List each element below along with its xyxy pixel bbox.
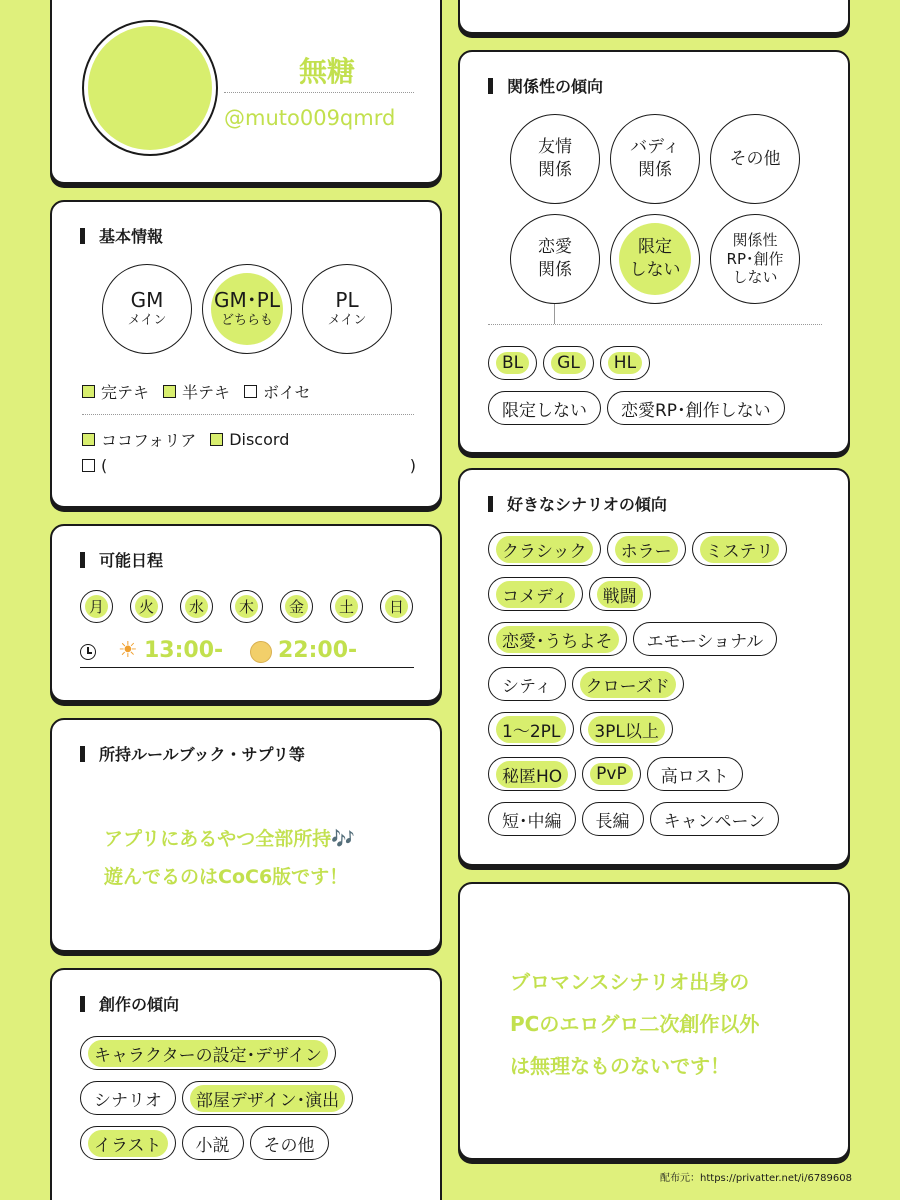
creation-card bbox=[50, 968, 442, 1200]
tag-no-romance-rp: 恋愛RP･創作しない bbox=[607, 391, 785, 425]
tag-secret-ho: 秘匿HO bbox=[488, 757, 576, 791]
notes-line-2: PCのエログロ二次創作以外 bbox=[510, 1012, 760, 1036]
rel-no-rp: 関係性 RP･創作 しない bbox=[710, 214, 800, 304]
rel-buddy: バディ 関係 bbox=[610, 114, 700, 204]
day-mon: 月 bbox=[80, 590, 113, 623]
creation-tags bbox=[80, 1036, 430, 1171]
rulebooks-line-2: 遊んでるのはCoC6版です！ bbox=[104, 866, 349, 888]
day-tue: 火 bbox=[130, 590, 163, 623]
rulebooks-line-1: アプリにあるやつ全部所持🎶 bbox=[104, 828, 355, 850]
tag-1-2pl: 1〜2PL bbox=[488, 712, 574, 746]
notes-line-3: は無理なものないです！ bbox=[510, 1054, 730, 1078]
tool-checks bbox=[82, 428, 303, 451]
rel-romance: 恋愛 関係 bbox=[510, 214, 600, 304]
profile-divider bbox=[224, 92, 414, 93]
tag-horror: ホラー bbox=[607, 532, 686, 566]
tag-hl: HL bbox=[600, 346, 650, 380]
night-time: 22:00- bbox=[278, 638, 358, 663]
profile-handle: @muto009qmrd bbox=[224, 106, 396, 130]
relationship-divider bbox=[488, 324, 822, 325]
basic-info-title: 基本情報 bbox=[80, 224, 163, 247]
style-checks bbox=[82, 380, 325, 403]
tag-bl: BL bbox=[488, 346, 537, 380]
tag-short-mid: 短･中編 bbox=[488, 802, 576, 836]
footer-credit: 配布元：https://privatter.net/i/6789608 bbox=[660, 1173, 852, 1184]
tag-classic: クラシック bbox=[488, 532, 601, 566]
tag-creation-other: その他 bbox=[250, 1126, 329, 1160]
relationship-card bbox=[458, 50, 850, 454]
clock-icon bbox=[80, 644, 96, 660]
day-sun: 日 bbox=[380, 590, 413, 623]
role-pl-main: PL メイン bbox=[302, 264, 392, 354]
relationship-title: 関係性の傾向 bbox=[488, 74, 603, 97]
tag-scenario: シナリオ bbox=[80, 1081, 176, 1115]
rel-no-limit: 限定 しない bbox=[610, 214, 700, 304]
rel-other: その他 bbox=[710, 114, 800, 204]
scenario-card bbox=[458, 468, 850, 866]
tag-long: 長編 bbox=[582, 802, 644, 836]
relationship-tags bbox=[488, 346, 838, 436]
check-cocofolia[interactable]: ココフォリア bbox=[82, 428, 196, 451]
rulebooks-title: 所持ルールブック・サプリ等 bbox=[80, 742, 305, 765]
tag-illust: イラスト bbox=[80, 1126, 176, 1160]
tag-room-design: 部屋デザイン･演出 bbox=[182, 1081, 353, 1115]
profile-name: 無糖 bbox=[298, 55, 355, 88]
basic-info-card bbox=[50, 200, 442, 508]
basic-divider bbox=[82, 414, 414, 415]
scenario-tags bbox=[488, 532, 838, 847]
tag-campaign: キャンペーン bbox=[650, 802, 780, 836]
check-full-text[interactable]: 完テキ bbox=[82, 380, 149, 403]
check-other[interactable]: ( ) bbox=[82, 456, 416, 475]
tag-emotional: エモーショナル bbox=[633, 622, 778, 656]
rel-connector bbox=[554, 304, 555, 324]
profile-card bbox=[50, 0, 442, 184]
role-gm-main: GM メイン bbox=[102, 264, 192, 354]
creation-title: 創作の傾向 bbox=[80, 992, 179, 1015]
check-voice[interactable]: ボイセ bbox=[244, 380, 311, 403]
day-wed: 水 bbox=[180, 590, 213, 623]
check-half-text[interactable]: 半テキ bbox=[163, 380, 230, 403]
tag-closed: クローズド bbox=[572, 667, 684, 701]
tag-pvp: PvP bbox=[582, 757, 641, 791]
role-gm-pl-both: GM･PL どちらも bbox=[202, 264, 292, 354]
schedule-title: 可能日程 bbox=[80, 548, 163, 571]
schedule-underline bbox=[80, 667, 414, 668]
moon-icon bbox=[250, 641, 272, 663]
schedule-card bbox=[50, 524, 442, 702]
tag-mystery: ミステリ bbox=[692, 532, 788, 566]
sun-icon: ☀ bbox=[118, 638, 138, 663]
day-fri: 金 bbox=[280, 590, 313, 623]
tag-novel: 小説 bbox=[182, 1126, 244, 1160]
day-time: 13:00- bbox=[144, 638, 224, 663]
rulebooks-card bbox=[50, 718, 442, 952]
avatar bbox=[82, 20, 218, 156]
tag-battle: 戦闘 bbox=[589, 577, 651, 611]
tag-high-lost: 高ロスト bbox=[647, 757, 743, 791]
rel-friendship: 友情 関係 bbox=[510, 114, 600, 204]
tag-comedy: コメディ bbox=[488, 577, 583, 611]
notes-card bbox=[458, 882, 850, 1160]
tag-3pl-plus: 3PL以上 bbox=[580, 712, 673, 746]
day-sat: 土 bbox=[330, 590, 363, 623]
tag-no-limit: 限定しない bbox=[488, 391, 601, 425]
day-thu: 木 bbox=[230, 590, 263, 623]
check-discord[interactable]: Discord bbox=[210, 428, 289, 451]
tag-romance: 恋愛･うちよそ bbox=[488, 622, 627, 656]
scenario-title: 好きなシナリオの傾向 bbox=[488, 492, 667, 515]
notes-line-1: ブロマンスシナリオ出身の bbox=[510, 970, 750, 994]
tag-city: シティ bbox=[488, 667, 566, 701]
tag-character-design: キャラクターの設定･デザイン bbox=[80, 1036, 336, 1070]
top-right-card bbox=[458, 0, 850, 34]
tag-gl: GL bbox=[543, 346, 594, 380]
